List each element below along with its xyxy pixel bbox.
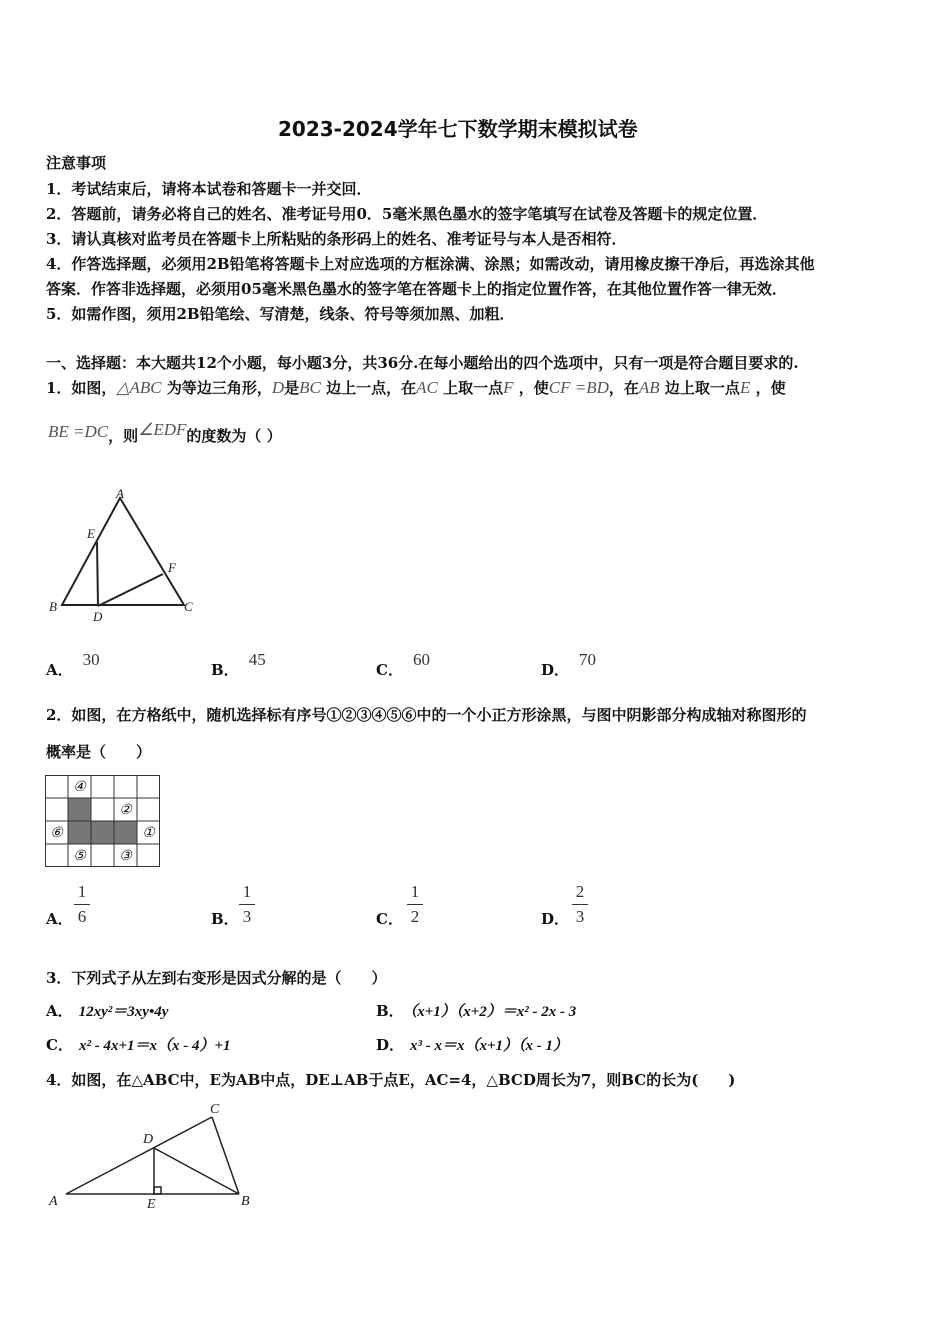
- label-e: E: [87, 526, 95, 541]
- label-a: A: [116, 486, 124, 501]
- fraction-c: 1 2: [407, 882, 423, 927]
- label-b: B: [241, 1194, 250, 1209]
- option-b[interactable]: B． （x+1）（x+2）＝x² - 2x - 3: [376, 1002, 577, 1020]
- question-1-stem: 1．如图，△ABC 为等边三角形，D是BC 边上一点，在AC 上取一点F ，使CF =BD，在AB 边上取一点E ，使: [46, 378, 786, 397]
- triangle-abd-figure: [40, 1095, 270, 1215]
- fraction-a: 1 6: [74, 882, 90, 927]
- notice-item: 1．考试结束后，请将本试卷和答题卡一并交回．: [46, 180, 372, 198]
- option-d[interactable]: D．70: [541, 650, 597, 679]
- notice-item: 5．如需作图，须用2B铅笔绘、写清楚，线条、符号等须加黑、加粗．: [46, 305, 515, 323]
- option-d[interactable]: D．: [541, 910, 570, 928]
- label-a: A: [49, 1194, 58, 1209]
- option-c[interactable]: C． x² - 4x+1＝x（x - 4）+1: [46, 1036, 231, 1054]
- grid-figure: [45, 775, 161, 867]
- label-b: B: [49, 599, 57, 614]
- question-2-stem: 2．如图，在方格纸中，随机选择标有序号①②③④⑤⑥中的一个小正方形涂黑，与图中阴影部分构成轴对称图形的: [46, 706, 807, 724]
- option-a[interactable]: A．: [46, 910, 73, 928]
- notice-item: 3．请认真核对监考员在答题卡上所粘贴的条形码上的姓名、准考证号与本人是否相符．: [46, 230, 627, 248]
- question-2-stem-cont: 概率是（ ）: [46, 743, 152, 761]
- fraction-d: 2 3: [572, 882, 588, 927]
- option-c[interactable]: C．: [376, 910, 403, 928]
- option-a[interactable]: A．30: [46, 650, 100, 679]
- label-e: E: [147, 1197, 156, 1212]
- label-d: D: [93, 609, 103, 624]
- notice-heading: 注意事项: [46, 154, 107, 172]
- grid-label-5: ⑤: [73, 849, 86, 864]
- label-d: D: [143, 1132, 154, 1147]
- label-f: F: [168, 560, 176, 575]
- option-d[interactable]: D． x³ - x＝x（x+1）（x - 1）: [376, 1036, 569, 1054]
- option-b[interactable]: B．: [211, 910, 239, 928]
- grid-label-3: ③: [119, 849, 132, 864]
- fraction-b: 1 3: [239, 882, 255, 927]
- grid-label-1: ①: [142, 826, 155, 841]
- section-heading: 一、选择题：本大题共12个小题，每小题3分，共36分.在每小题给出的四个选项中，只有一项是符合题目要求的.: [46, 354, 799, 372]
- notice-item: 答案．作答非选择题，必须用05毫米黑色墨水的签字笔在答题卡上的指定位置作答，在其他位置作答一律无效．: [46, 280, 787, 298]
- grid-label-2: ②: [119, 803, 132, 818]
- option-a[interactable]: A． 12xy²＝3xy•4y: [46, 1002, 169, 1020]
- triangle-abc-figure: [45, 485, 205, 625]
- page-title: 2023-2024学年七下数学期末模拟试卷: [278, 117, 638, 141]
- question-3-stem: 3．下列式子从左到右变形是因式分解的是（ ）: [46, 969, 387, 987]
- notice-item: 4．作答选择题，必须用2B铅笔将答题卡上对应选项的方框涂满、涂黑；如需改动，请用橡皮擦干净后，再选涂其他: [46, 255, 815, 273]
- option-b[interactable]: B．45: [211, 650, 266, 679]
- label-c: C: [184, 599, 193, 614]
- notice-item: 2．答题前，请务必将自己的姓名、准考证号用0．5毫米黑色墨水的签字笔填写在试卷及答题卡的规定位置．: [46, 205, 768, 223]
- grid-label-6: ⑥: [50, 826, 63, 841]
- label-c: C: [210, 1102, 220, 1117]
- option-c[interactable]: C．60: [376, 650, 430, 679]
- grid-label-4: ④: [73, 780, 86, 795]
- question-1-stem-cont: BE =DC，则∠EDF的度数为（ ）: [48, 420, 282, 445]
- question-4-stem: 4．如图，在△ABC中，E为AB中点，DE⊥AB于点E，AC=4，△BCD周长为7，则BC的长为( ): [46, 1071, 736, 1089]
